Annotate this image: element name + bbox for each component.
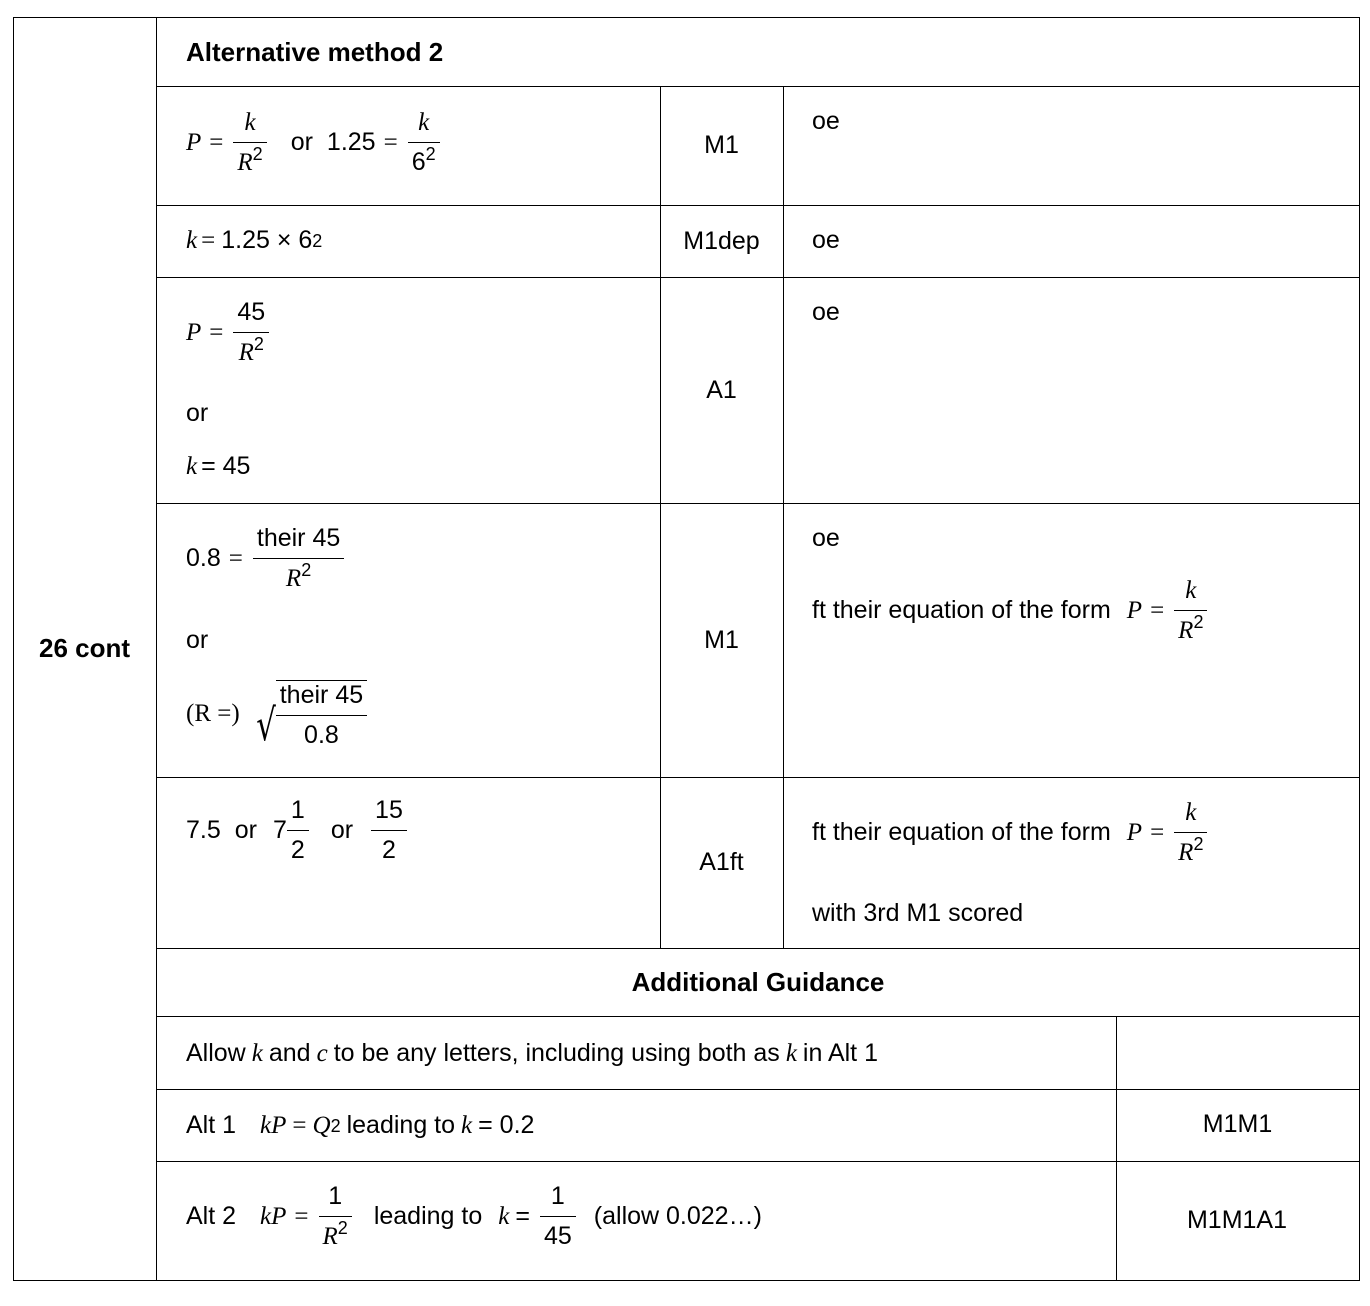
method-header: Alternative method 2 (186, 37, 444, 67)
row1-mark: M1 (704, 131, 739, 159)
row4-mark: M1 (704, 626, 739, 654)
guidance-row-2: Alt 1 kP = Q 2 leading to k = 0.2 (186, 1111, 535, 1139)
row4-ft-comment: ft their equation of the form P = $\frac{k}{R^2}$ (812, 578, 1207, 643)
row5-mark: A1ft (699, 848, 744, 876)
fraction: $\frac{1}{2}$ (287, 798, 309, 863)
guidance-row-1: Allow k and c to be any letters, including using both as k in Alt 1 (186, 1039, 878, 1067)
fraction: $\frac{k}{R^2}$ (233, 110, 266, 175)
fraction: $\frac{k}{6^2}$ (408, 110, 440, 175)
fraction: $\frac{\text{their 45}}{R^2}$ (253, 526, 344, 591)
row5-comment2: with 3rd M1 scored (812, 899, 1024, 927)
row2-working: k = 1.25 × 6 2 (186, 226, 323, 254)
fraction: $\frac{k}{R^2}$ (1174, 800, 1207, 865)
row4-comment: oe (812, 524, 840, 552)
row3-k: k = 45 (186, 452, 251, 480)
row5-ft-comment: ft their equation of the form P = $\frac{k}{R^2}$ (812, 800, 1207, 865)
question-number: 26 cont (38, 633, 131, 663)
row2-comment: oe (812, 226, 840, 254)
row2-mark: M1dep (683, 227, 760, 255)
row4-or: or (186, 626, 209, 654)
row4-working: 0.8 = $\frac{\text{their 45}}{R^2}$ (186, 526, 344, 591)
fraction: $\frac{15}{2}$ (371, 798, 407, 863)
fraction: $\frac{k}{R^2}$ (1174, 578, 1207, 643)
row3-comment: oe (812, 298, 840, 326)
fraction: $\frac{1}{45}$ (540, 1184, 576, 1249)
row3-mark: A1 (706, 376, 737, 404)
row3-or: or (186, 399, 209, 427)
guidance-row-3: Alt 2 kP = $\frac{1}{R^2}$ leading to k = $\frac{1}{45}$ (allow 0.022…) (186, 1182, 762, 1250)
row3-working: P = $\frac{45}{R^2}$ (186, 300, 269, 365)
square-root: √ $\frac{\text{their 45}}{0.8}$ (252, 680, 367, 748)
row1-comment: oe (812, 107, 840, 135)
fraction: $\frac{1}{R^2}$ (319, 1184, 352, 1249)
row1-working: P = $\frac{k}{R^2}$ or 1.25 = $\frac{k}{6^2}$ (186, 110, 440, 175)
guidance-row-2-mark: M1M1 (1202, 1110, 1273, 1138)
row4-sqrt: (R =) √ $\frac{\text{their 45}}{0.8}$ (186, 680, 367, 748)
guidance-row-3-mark: M1M1A1 (1186, 1206, 1288, 1234)
row5-working: 7.5 or 7 $\frac{1}{2}$ or $\frac{15}{2}$ (186, 798, 407, 863)
guidance-title: Additional Guidance (631, 967, 885, 997)
fraction: $\frac{45}{R^2}$ (233, 300, 269, 365)
